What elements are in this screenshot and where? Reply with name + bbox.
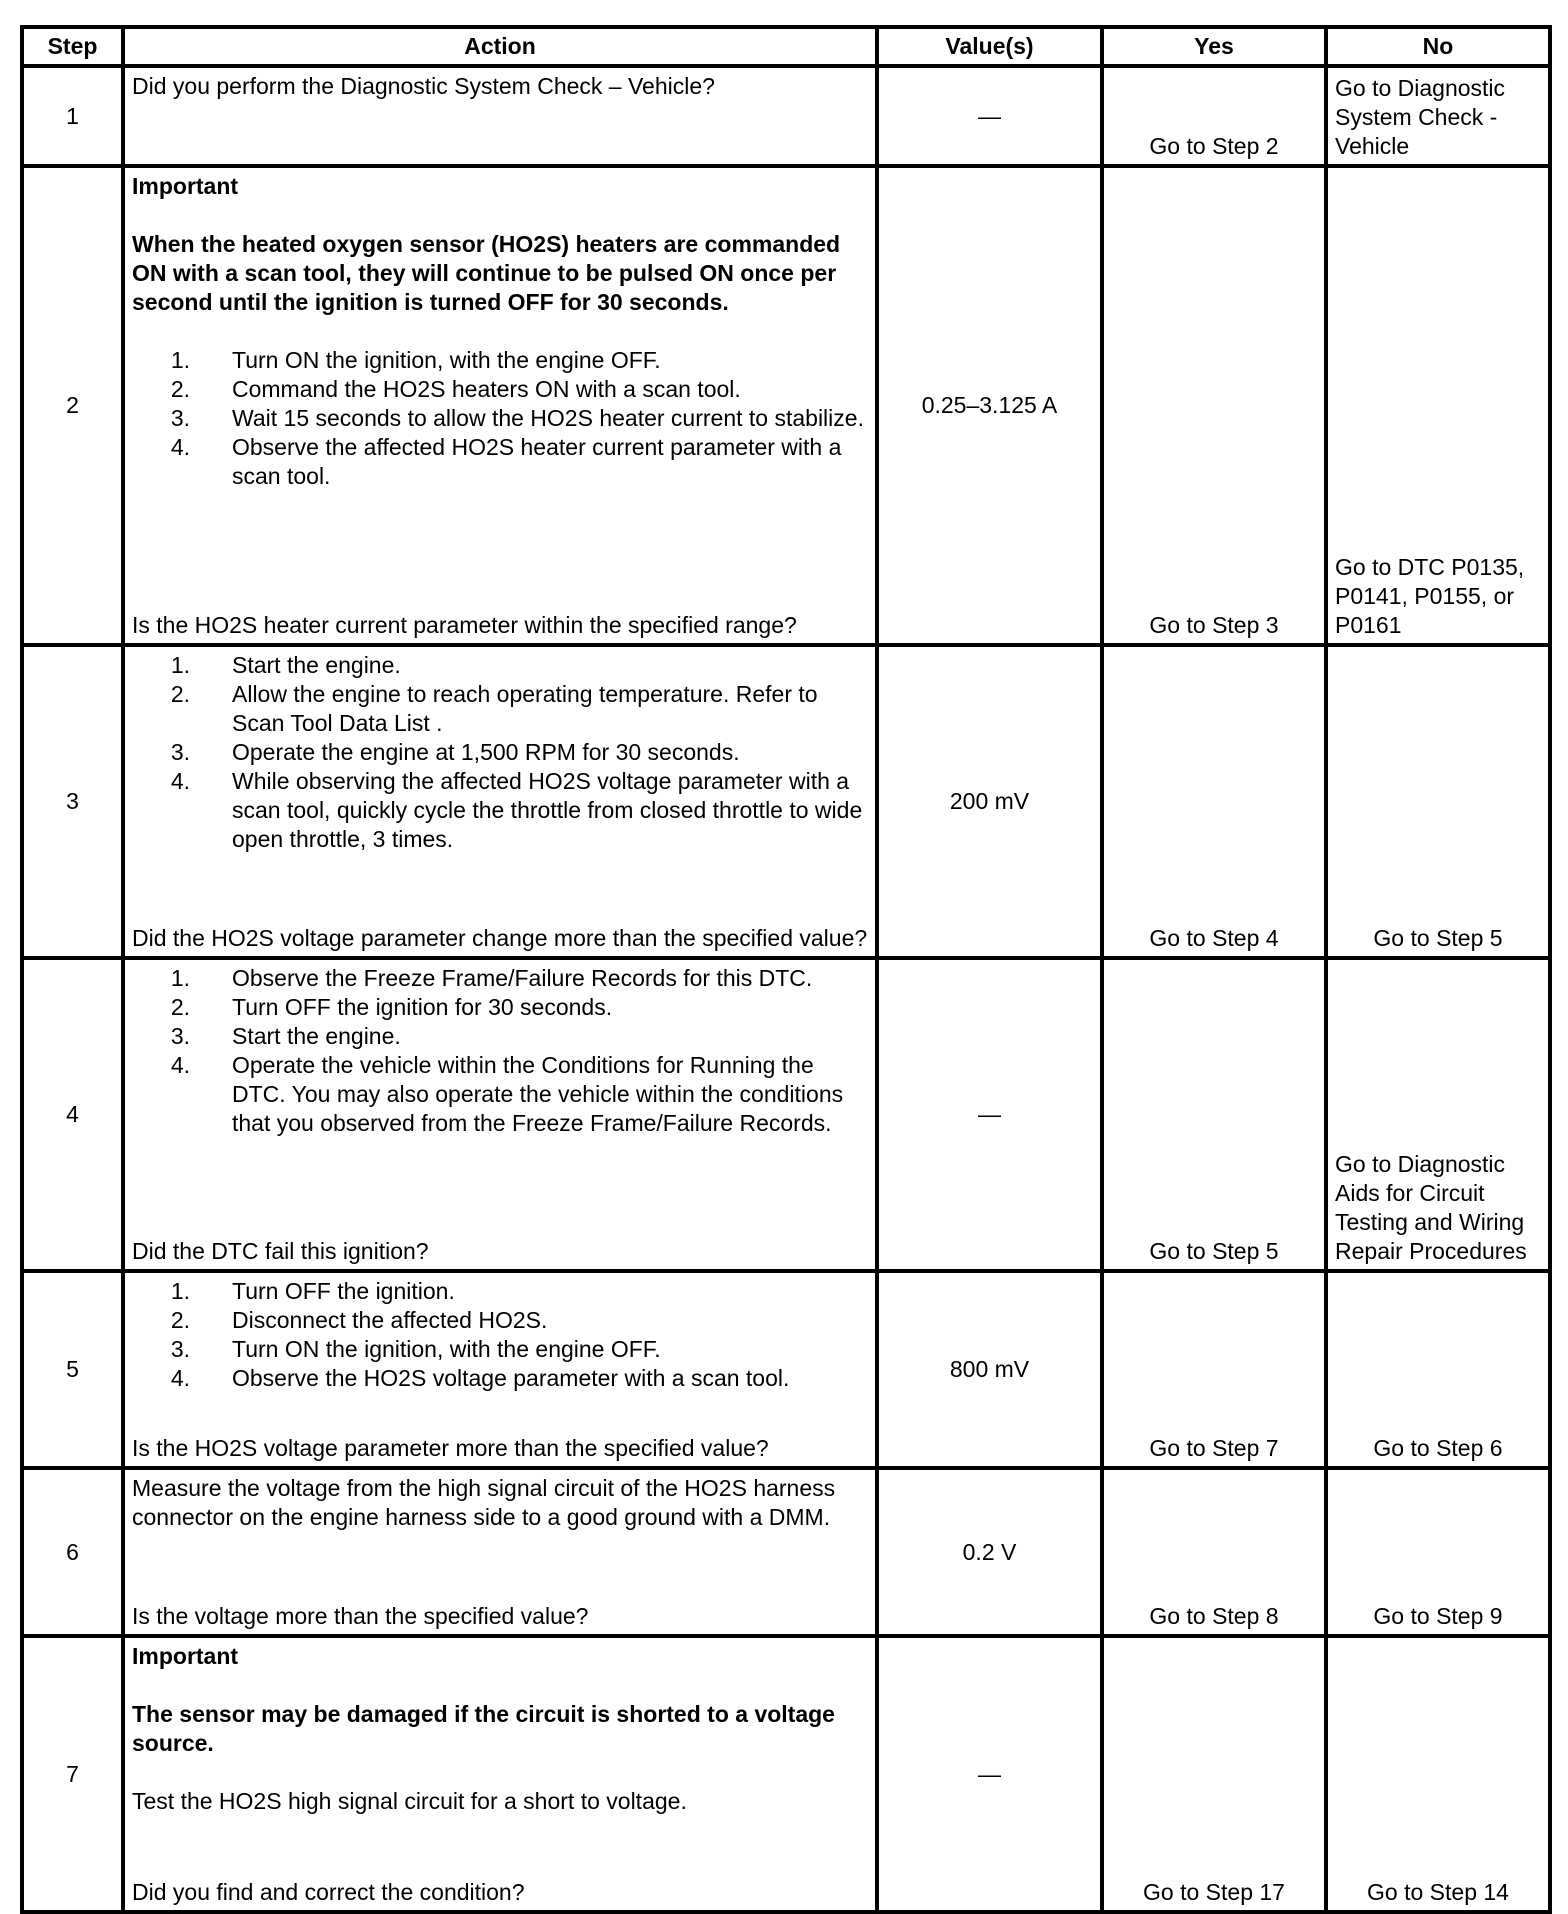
step-number: 5 [22,1271,123,1468]
list-item: 1. Start the engine. [170,652,401,678]
action-cell [123,66,877,166]
table-row-step-2 [22,166,1550,645]
step-number: 1 [22,66,123,166]
list-item: 4. Operate the vehicle within the Conditions for Running the DTC. You may also operate the vehicle within the conditions that you observed from the Freeze Frame/Failure Records. [170,1052,844,1136]
list-item: 3. Turn ON the ignition, with the engine OFF. [170,1336,661,1362]
header-no: No [1326,27,1550,66]
action-question: Is the HO2S voltage parameter more than the specified value? [132,1435,769,1461]
action-instruction: Measure the voltage from the high signal circuit of the HO2S harness connector on the engine harness side to a good ground with a DMM. [132,1475,836,1530]
list-item: 2. Allow the engine to reach operating temperature. Refer to Scan Tool Data List . [170,681,818,736]
important-label: Important [132,1643,239,1669]
step-number: 2 [22,166,123,645]
action-question: Did the DTC fail this ignition? [132,1238,429,1264]
diagnostic-table [20,25,1552,1914]
value-cell: — [877,1636,1102,1912]
action-cell [123,1636,877,1912]
list-item: 2. Command the HO2S heaters ON with a scan tool. [170,376,741,402]
list-item: 2. Turn OFF the ignition for 30 seconds. [170,994,613,1020]
procedure-list [132,1277,868,1393]
list-item: 3. Wait 15 seconds to allow the HO2S heater current to stabilize. [170,405,864,431]
procedure-list [132,964,868,1138]
header-step: Step [22,27,123,66]
header-values: Value(s) [877,27,1102,66]
yes-link[interactable]: Go to Step 2 [1102,66,1326,166]
value-cell: 0.2 V [877,1468,1102,1636]
important-note: The sensor may be damaged if the circuit is shorted to a voltage source. [132,1701,835,1756]
value-cell: 0.25–3.125 A [877,166,1102,645]
action-question: Did the HO2S voltage parameter change more than the specified value? [132,925,868,951]
list-item: 3. Start the engine. [170,1023,401,1049]
yes-link[interactable]: Go to Step 5 [1102,958,1326,1271]
action-cell [123,645,877,958]
table-row-step-7 [22,1636,1550,1912]
step-number: 3 [22,645,123,958]
header-yes: Yes [1102,27,1326,66]
yes-link[interactable]: Go to Step 4 [1102,645,1326,958]
list-item: 1. Observe the Freeze Frame/Failure Records for this DTC. [170,965,813,991]
list-item: 4. While observing the affected HO2S voltage parameter with a scan tool, quickly cycle the throttle from closed throttle to wide open throttle, 3 times. [170,768,863,852]
yes-link[interactable]: Go to Step 8 [1102,1468,1326,1636]
action-question: Did you find and correct the condition? [132,1879,525,1905]
list-item: 1. Turn OFF the ignition. [170,1278,455,1304]
no-link[interactable]: Go to Diagnostic System Check - Vehicle [1326,66,1550,166]
important-note: When the heated oxygen sensor (HO2S) heaters are commanded ON with a scan tool, they will continue to be pulsed ON once per second until the ignition is turned OFF for 30 seconds. [132,231,841,315]
value-cell: — [877,958,1102,1271]
table-row-step-3 [22,645,1550,958]
yes-link[interactable]: Go to Step 7 [1102,1271,1326,1468]
no-link[interactable]: Go to Step 9 [1326,1468,1550,1636]
header-row [22,27,1550,66]
table-row-step-1 [22,66,1550,166]
no-link[interactable]: Go to Step 6 [1326,1271,1550,1468]
value-cell: 800 mV [877,1271,1102,1468]
procedure-list [132,346,868,491]
step-number: 4 [22,958,123,1271]
list-item: 4. Observe the HO2S voltage parameter with a scan tool. [170,1365,790,1391]
procedure-list [132,651,868,854]
action-question: Is the voltage more than the specified value? [132,1603,589,1629]
no-link[interactable]: Go to Diagnostic Aids for Circuit Testing and Wiring Repair Procedures [1326,958,1550,1271]
action-question: Did you perform the Diagnostic System Check – Vehicle? [132,73,715,99]
step-number: 6 [22,1468,123,1636]
no-link[interactable]: Go to Step 14 [1326,1636,1550,1912]
list-item: 3. Operate the engine at 1,500 RPM for 30 seconds. [170,739,740,765]
header-action: Action [123,27,877,66]
important-label: Important [132,173,239,199]
list-item: 2. Disconnect the affected HO2S. [170,1307,548,1333]
action-cell [123,958,877,1271]
action-question: Is the HO2S heater current parameter within the specified range? [132,612,797,638]
action-instruction: Test the HO2S high signal circuit for a short to voltage. [132,1788,687,1814]
action-cell [123,1468,877,1636]
yes-link[interactable]: Go to Step 17 [1102,1636,1326,1912]
list-item: 4. Observe the affected HO2S heater current parameter with a scan tool. [170,434,842,489]
value-cell: — [877,66,1102,166]
step-number: 7 [22,1636,123,1912]
no-link[interactable]: Go to DTC P0135, P0141, P0155, or P0161 [1326,166,1550,645]
table-row-step-5 [22,1271,1550,1468]
yes-link[interactable]: Go to Step 3 [1102,166,1326,645]
table-row-step-6 [22,1468,1550,1636]
action-cell [123,1271,877,1468]
table-row-step-4 [22,958,1550,1271]
no-link[interactable]: Go to Step 5 [1326,645,1550,958]
value-cell: 200 mV [877,645,1102,958]
list-item: 1. Turn ON the ignition, with the engine OFF. [170,347,661,373]
action-cell [123,166,877,645]
